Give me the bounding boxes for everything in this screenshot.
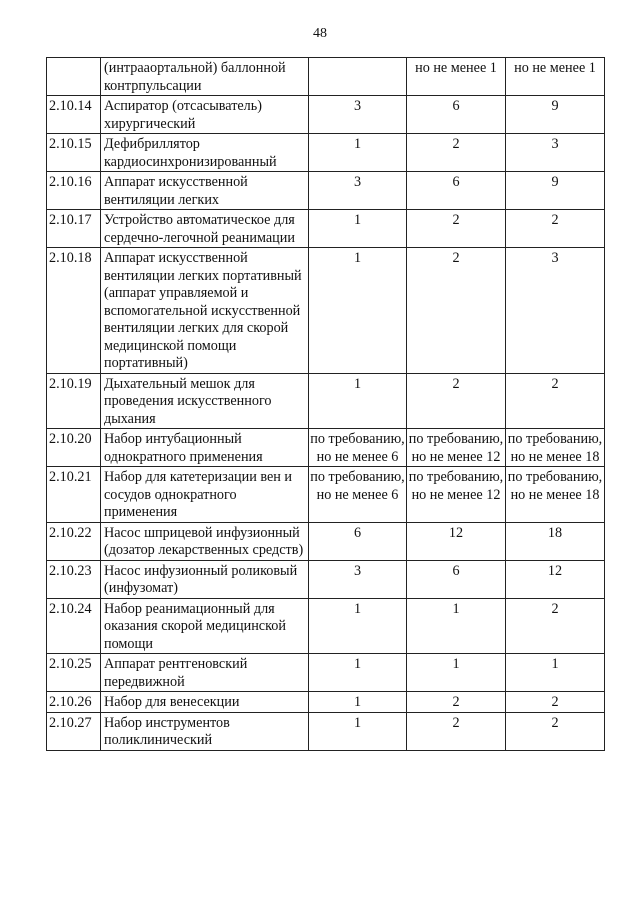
row-qty-b: 6 [407,172,506,210]
row-name: Аппарат рентгеновский передвижной [101,654,309,692]
row-code: 2.10.17 [47,210,101,248]
row-qty-a: по требованию, но не менее 6 [309,467,407,523]
row-qty-c: 2 [506,598,605,654]
row-code: 2.10.16 [47,172,101,210]
row-qty-b: 2 [407,712,506,750]
row-qty-c: 3 [506,134,605,172]
row-code [47,58,101,96]
row-qty-a: 1 [309,692,407,713]
table-row [47,134,605,172]
row-qty-b: 2 [407,248,506,374]
row-name: Дефибриллятор кардиосинхронизированный [101,134,309,172]
row-qty-c: 12 [506,560,605,598]
row-name: Насос инфузионный роликовый (инфузомат) [101,560,309,598]
row-qty-a [309,58,407,96]
table-row [47,373,605,429]
row-name: Устройство автоматическое для сердечно-легочной реанимации [101,210,309,248]
row-name: Набор интубационный однократного применения [101,429,309,467]
row-name: Набор реанимационный для оказания скорой медицинской помощи [101,598,309,654]
row-code: 2.10.23 [47,560,101,598]
row-qty-b: по требованию, но не менее 12 [407,429,506,467]
row-qty-b: по требованию, но не менее 12 [407,467,506,523]
table-row [47,210,605,248]
table-row [47,598,605,654]
row-code: 2.10.15 [47,134,101,172]
row-qty-c: 1 [506,654,605,692]
equipment-table [46,57,605,751]
table-row [47,248,605,374]
row-qty-a: 3 [309,96,407,134]
row-qty-c: но не менее 1 [506,58,605,96]
row-qty-b: 2 [407,134,506,172]
table-row [47,58,605,96]
row-qty-a: 1 [309,248,407,374]
row-qty-c: 2 [506,210,605,248]
table-row [47,429,605,467]
row-qty-a: 6 [309,522,407,560]
row-qty-a: 3 [309,560,407,598]
table-row [47,692,605,713]
table-row [47,96,605,134]
row-name: Насос шприцевой инфузионный (дозатор лекарственных средств) [101,522,309,560]
row-qty-c: 2 [506,712,605,750]
row-qty-b: 6 [407,560,506,598]
table-row [47,560,605,598]
row-name: (интрааортальной) баллонной контрпульсации [101,58,309,96]
row-qty-c: 2 [506,692,605,713]
row-code: 2.10.20 [47,429,101,467]
row-qty-a: по требованию, но не менее 6 [309,429,407,467]
row-code: 2.10.18 [47,248,101,374]
row-qty-b: 12 [407,522,506,560]
row-code: 2.10.24 [47,598,101,654]
row-qty-c: 2 [506,373,605,429]
row-name: Дыхательный мешок для проведения искусственного дыхания [101,373,309,429]
table-row [47,712,605,750]
row-qty-b: 6 [407,96,506,134]
table-row [47,172,605,210]
row-qty-a: 1 [309,712,407,750]
row-qty-b: 2 [407,210,506,248]
row-name: Набор для венесекции [101,692,309,713]
row-code: 2.10.22 [47,522,101,560]
row-qty-b: 1 [407,598,506,654]
row-qty-b: 2 [407,373,506,429]
row-code: 2.10.25 [47,654,101,692]
equipment-table-body [47,58,605,751]
row-qty-c: 9 [506,172,605,210]
row-qty-b: 1 [407,654,506,692]
row-qty-a: 3 [309,172,407,210]
row-qty-a: 1 [309,654,407,692]
row-qty-a: 1 [309,134,407,172]
row-code: 2.10.26 [47,692,101,713]
row-name: Аппарат искусственной вентиляции легких портативный (аппарат управляемой и вспомогательной искусственной вентиляции легких для скорой медицинской помощи портативный) [101,248,309,374]
row-qty-a: 1 [309,598,407,654]
table-row [47,467,605,523]
row-code: 2.10.14 [47,96,101,134]
row-name: Аппарат искусственной вентиляции легких [101,172,309,210]
row-qty-c: по требованию, но не менее 18 [506,429,605,467]
row-qty-a: 1 [309,210,407,248]
row-qty-a: 1 [309,373,407,429]
page-number: 48 [313,26,327,41]
table-row [47,654,605,692]
row-qty-b: но не менее 1 [407,58,506,96]
row-name: Набор для катетеризации вен и сосудов однократного применения [101,467,309,523]
row-qty-c: 3 [506,248,605,374]
row-name: Аспиратор (отсасыватель) хирургический [101,96,309,134]
row-name: Набор инструментов поликлинический [101,712,309,750]
row-qty-c: 9 [506,96,605,134]
row-code: 2.10.21 [47,467,101,523]
row-code: 2.10.19 [47,373,101,429]
row-qty-c: по требованию, но не менее 18 [506,467,605,523]
row-qty-c: 18 [506,522,605,560]
row-qty-b: 2 [407,692,506,713]
row-code: 2.10.27 [47,712,101,750]
table-row [47,522,605,560]
